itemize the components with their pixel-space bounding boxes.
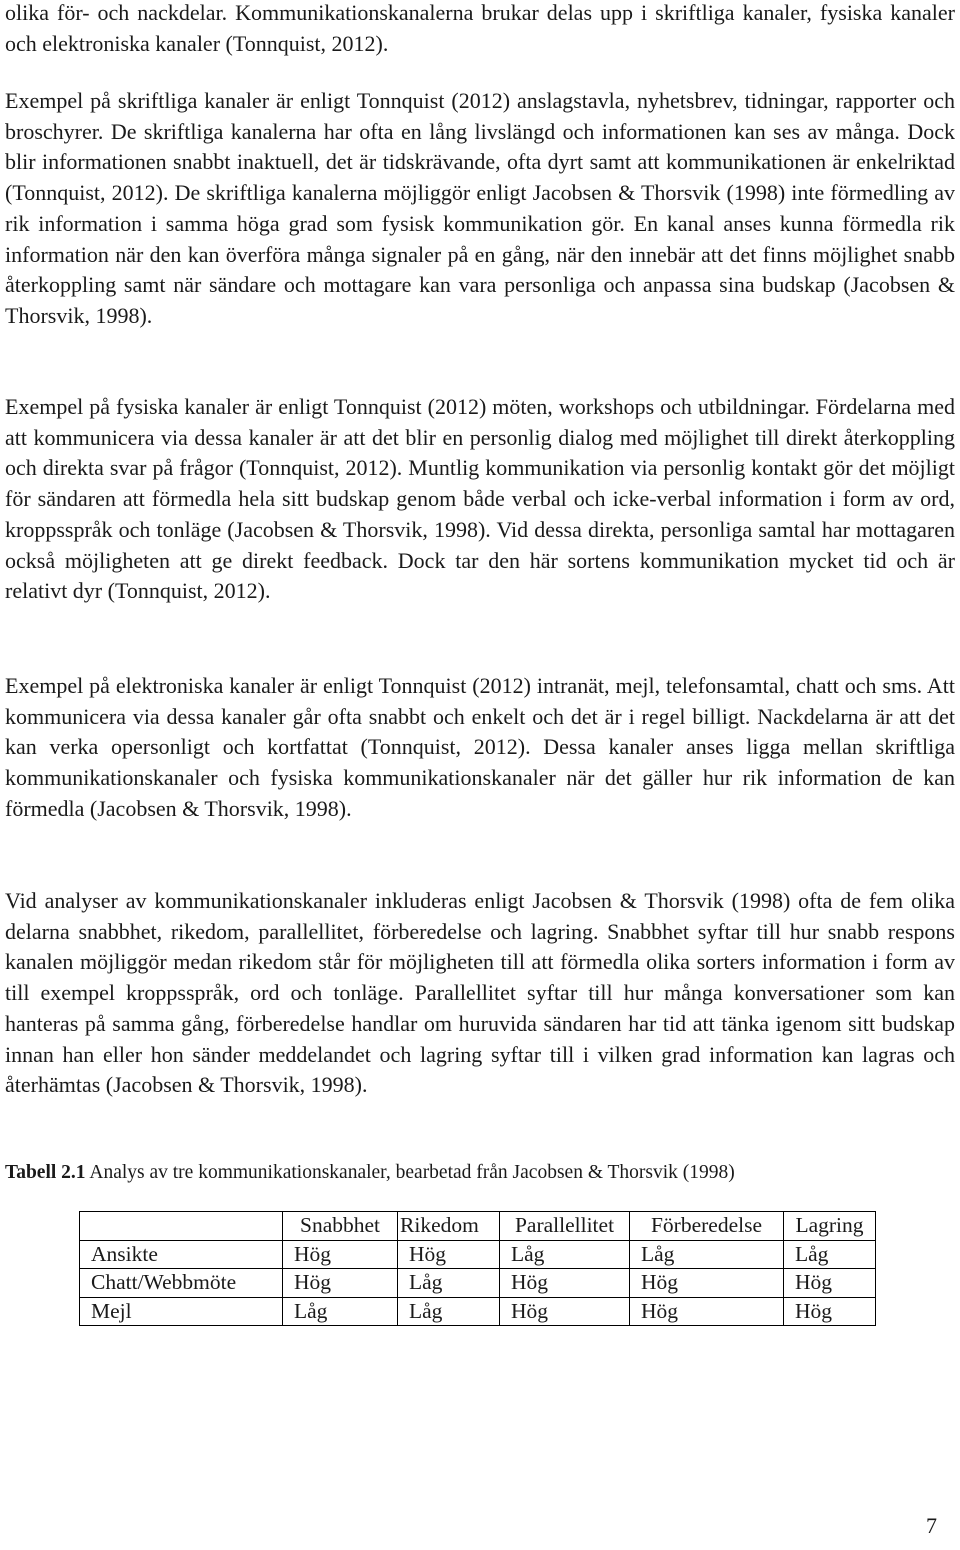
table-cell: Låg [630,1240,784,1269]
body-paragraph: Vid analyser av kommunikationskanaler inkluderas enligt Jacobsen & Thorsvik (1998) ofta de fem olika delarna snabbhet, rikedom, parallellitet, förberedelse och lagring. Snabbhet syftar till hur snabb respons kanalen möjliggör medan rikedom står för möjligheten till att förmedla olika sorters information i form av till exempel kroppsspråk, ord och tonläge. Parallellitet syftar till hur många konversationer som kan hanteras på samma gång, förberedelse handlar om huruvida sändaren har tid att tänka igenom sitt budskap innan han eller hon sänder meddelandet och lagring syftar till i vilken grad information kan lagras och återhämtas (Jacobsen & Thorsvik, 1998). [5,888,955,1098]
table-cell: Låg [784,1240,876,1269]
body-paragraph: Exempel på skriftliga kanaler är enligt Tonnquist (2012) anslagstavla, nyhetsbrev, tidningar, rapporter och broschyrer. De skriftliga kanalerna har ofta en lång livslängd och informationen kan ses av många. Dock blir informationen snabbt inaktuell, det är tidskrävande, ofta dyrt samt att kommunikationen är enkelriktad (Tonnquist, 2012). De skriftliga kanalerna möjliggör enligt Jacobsen & Thorsvik (1998) inte förmedling av rik information i samma höga grad som fysisk kommunikation gör. En kanal anses kunna förmedla rik information när den kan överföra många signaler på en gång, när den innebär att det finns möjlighet snabb återkoppling samt när sändare och mottagare kan vara personliga och anpassa sina budskap (Jacobsen & Thorsvik, 1998). [5,88,955,328]
table-cell: Hög [784,1297,876,1326]
table-row-label: Mejl [80,1297,283,1326]
body-paragraph: Exempel på elektroniska kanaler är enligt Tonnquist (2012) intranät, mejl, telefonsamtal, chatt och sms. Att kommunicera via dessa kanaler går ofta snabbt och enkelt och det är i regel billigt. Nackdelarna är att det kan verka opersonligt och kortfattat (Tonnquist, 2012). Dessa kanaler anses ligga mellan skriftliga kommunikationskanaler och fysiska kommunikationskanaler när det gäller hur rik information de kan förmedla (Jacobsen & Thorsvik, 1998). [5,673,955,821]
table-caption-label: Tabell 2.1 [5,1162,86,1183]
page-number: 7 [926,1513,937,1538]
table-cell: Låg [398,1269,500,1298]
table-cell: Hög [784,1269,876,1298]
table-header-cell: Lagring [784,1212,876,1241]
table-cell: Hög [630,1269,784,1298]
table-row-label: Chatt/Webbmöte [80,1269,283,1298]
table-cell: Hög [283,1269,398,1298]
table-cell: Hög [398,1240,500,1269]
body-paragraph: Exempel på fysiska kanaler är enligt Tonnquist (2012) möten, workshops och utbildningar. Fördelarna med att kommunicera via dessa kanaler är att det blir en personlig dialog med möjlighet till direkt återkoppling och direkta svar på frågor (Tonnquist, 2012). Muntlig kommunikation via personlig kontakt gör det möjligt för sändaren att förmedla hela sitt budskap genom både verbal och icke-verbal information i form av ord, kroppsspråk och tonläge (Jacobsen & Thorsvik, 1998). Vid dessa direkta, personliga samtal har mottagaren också möjligheten att ge direkt feedback. Dock tar den här sortens kommunikation mycket tid och är relativt dyr (Tonnquist, 2012). [5,394,955,604]
table-cell: Hög [630,1297,784,1326]
table-header-cell [80,1212,283,1241]
table-row [80,1240,876,1269]
table-cell: Hög [283,1240,398,1269]
table-header-cell: Förberedelse [630,1212,784,1241]
table-row [80,1297,876,1326]
table-cell: Låg [500,1240,630,1269]
table-cell: Låg [398,1297,500,1326]
table-row [80,1269,876,1298]
body-paragraph: olika för- och nackdelar. Kommunikationskanalerna brukar delas upp i skriftliga kanaler, fysiska kanaler och elektroniska kanaler (Tonnquist, 2012). [5,0,955,56]
channel-analysis-table [79,1211,876,1326]
table-cell: Hög [500,1269,630,1298]
table-row-label: Ansikte [80,1240,283,1269]
table-header-row [80,1212,876,1241]
table-cell: Hög [500,1297,630,1326]
table-caption-text: Analys av tre kommunikationskanaler, bearbetad från Jacobsen & Thorsvik (1998) [85,1162,735,1183]
table-header-cell: Parallellitet [500,1212,630,1241]
table-cell: Låg [283,1297,398,1326]
table-header-cell: Rikedom [398,1212,500,1241]
table-caption [5,1160,955,1186]
table-header-cell: Snabbhet [283,1212,398,1241]
